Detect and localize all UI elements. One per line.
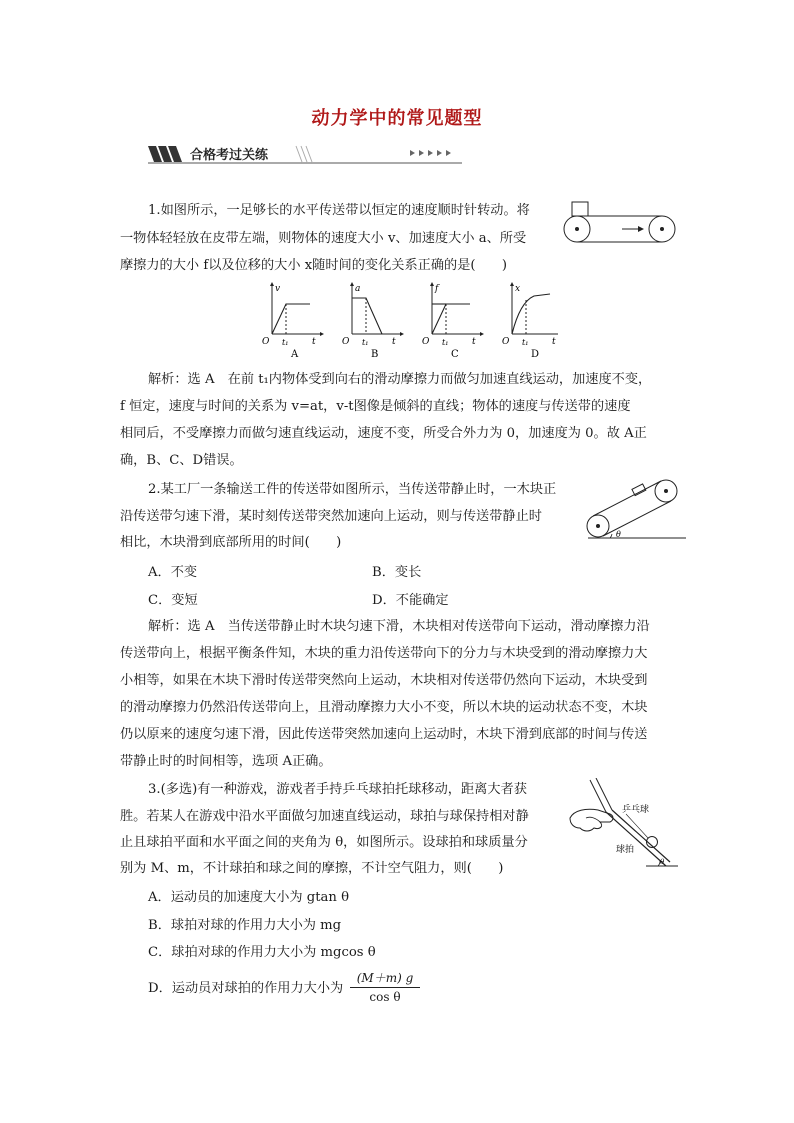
q3-line-3: 止且球拍平面和水平面之间的夹角为 θ，如图所示。设球拍和球质量分: [120, 835, 528, 850]
q1-line-3: 摩擦力的大小 f以及位移的大小 x随时间的变化关系正确的是( ): [120, 258, 508, 273]
q1-analysis-1: 解析：选 A 在前 t₁内物体受到向右的滑动摩擦力而做匀加速直线运动，加速度不变，: [148, 372, 652, 387]
graph-D-y-label: x: [515, 284, 521, 294]
graph-B: [342, 282, 404, 360]
graph-B-origin: O: [342, 337, 350, 347]
q2-line-3: 相比，木块滑到底部所用的时间( ): [120, 535, 342, 550]
graph-D-origin: O: [502, 337, 510, 347]
q3-option-A: A．运动员的加速度大小为 gtan θ: [148, 890, 350, 905]
q1-line-2: 一物体轻轻放在皮带左端，则物体的速度大小 v、加速度大小 a、所受: [120, 231, 527, 246]
q3-line-4: 别为 M、m，不计球拍和球之间的摩擦，不计空气阻力，则( ): [120, 861, 504, 876]
graph-B-tick: t₁: [362, 338, 369, 347]
paddle-figure: [560, 778, 680, 870]
graph-B-y-label: a: [355, 284, 361, 294]
graph-A: [262, 282, 324, 360]
q2-line-2: 沿传送带匀速下滑，某时刻传送带突然加速向上运动，则与传送带静止时: [120, 509, 542, 524]
q3-option-D-prefix: D．运动员对球拍的作用力大小为: [148, 981, 344, 996]
fraction-denominator: cos θ: [369, 990, 401, 1004]
section-label: 合格考过关练: [190, 148, 269, 163]
q2-option-C: C．变短: [148, 593, 198, 608]
graph-D-x-label: t: [552, 337, 556, 347]
graph-C-x-label: t: [472, 337, 476, 347]
graph-D: [502, 282, 558, 360]
inclined-conveyor-figure: [580, 478, 690, 544]
graph-C-tick: t₁: [442, 338, 449, 347]
q3-option-B: B．球拍对球的作用力大小为 mg: [148, 918, 342, 933]
q2-analysis-4: 的滑动摩擦力仍然沿传送带向上，且滑动摩擦力大小不变，所以木块的运动状态不变，木块: [120, 700, 648, 715]
q3-line-2: 胜。若某人在游戏中沿水平面做匀加速直线运动，球拍与球保持相对静: [120, 809, 529, 824]
q1-analysis-3: 相同后，不受摩擦力而做匀速直线运动，速度不变，所受合外力为 0，加速度为 0。故 A正: [120, 426, 647, 441]
fraction-numerator: (M＋m) g: [350, 970, 420, 988]
graph-C: [422, 282, 484, 360]
graph-D-option: D: [531, 349, 540, 360]
ball-label: 乒乓球: [622, 805, 650, 815]
page-title: 动力学中的常见题型: [311, 108, 483, 129]
q1-analysis-2: f 恒定，速度与时间的关系为 v=at，v-t图像是倾斜的直线；物体的速度与传送带的速度: [120, 399, 631, 414]
graph-A-tick: t₁: [282, 338, 289, 347]
graph-D-tick: t₁: [522, 338, 529, 347]
q3-line-1: 3.(多选)有一种游戏，游戏者手持乒乓球拍托球移动，距离大者获: [148, 782, 527, 797]
section-header: [148, 142, 462, 166]
graph-C-origin: O: [422, 337, 430, 347]
q2-analysis-6: 带静止时的时间相等，选项 A正确。: [120, 754, 332, 769]
q2-option-B: B．变长: [372, 565, 422, 580]
q2-analysis-1: 解析：选 A 当传送带静止时木块匀速下滑，木块相对传送带向下运动，滑动摩擦力沿: [148, 619, 650, 634]
q2-analysis-5: 仍以原来的速度匀速下滑，因此传送带突然加速向上运动时，木块下滑到底部的时间与传送: [120, 727, 648, 742]
graph-A-y-label: v: [275, 284, 281, 294]
q2-analysis-2: 传送带向上，根据平衡条件知，木块的重力沿传送带向下的分力与木块受到的滑动摩擦力大: [120, 646, 648, 661]
q2-option-D: D．不能确定: [372, 593, 449, 608]
paddle-label: 球拍: [616, 845, 635, 855]
graph-A-option: A: [291, 349, 299, 360]
q2-line-1: 2.某工厂一条输送工件的传送带如图所示，当传送带静止时，一木块正: [148, 482, 557, 497]
graph-A-origin: O: [262, 337, 270, 347]
graph-C-y-label: f: [435, 284, 439, 294]
q3-option-D-fraction: [350, 970, 420, 1005]
graph-A-x-label: t: [312, 337, 316, 347]
graph-B-option: B: [371, 349, 379, 360]
q2-option-A: A．不变: [148, 565, 198, 580]
horizontal-conveyor-figure: [560, 200, 680, 246]
q2-angle-label: θ: [616, 530, 621, 539]
q1-line-1: 1.如图所示，一足够长的水平传送带以恒定的速度顺时针转动。将: [148, 203, 530, 218]
q2-analysis-3: 小相等，如果在木块下滑时传送带突然向上运动，木块相对传送带仍然向下运动，木块受到: [120, 673, 648, 688]
q1-graphs: [258, 282, 558, 362]
q3-angle-label: θ: [660, 858, 665, 866]
graph-C-option: C: [451, 349, 459, 360]
graph-B-x-label: t: [392, 337, 396, 347]
q1-analysis-4: 确，B、C、D错误。: [120, 453, 243, 468]
q3-option-C: C．球拍对球的作用力大小为 mgcos θ: [148, 945, 376, 960]
